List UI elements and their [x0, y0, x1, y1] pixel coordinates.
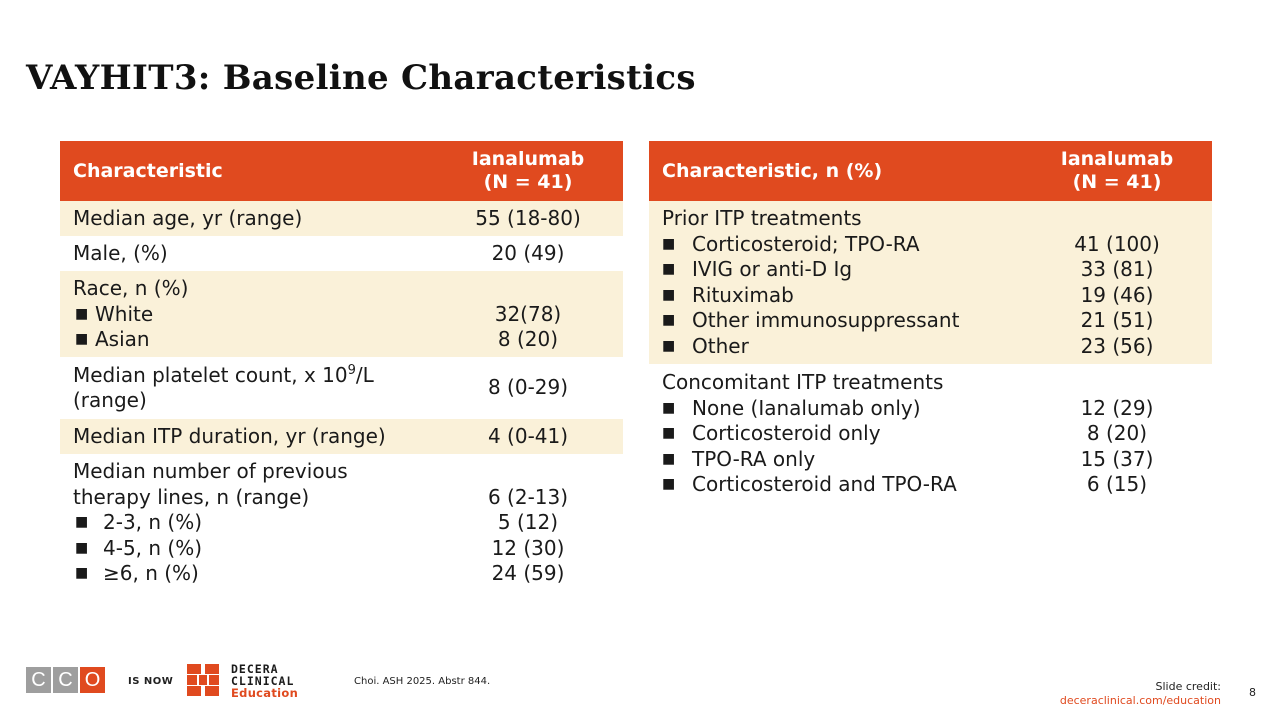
race-asian-value: 8 (20): [497, 327, 559, 351]
race-values: [433, 276, 623, 357]
sub-value: 24 (59): [491, 561, 565, 585]
item-value: 21 (51): [1080, 308, 1154, 332]
bullet-icon: ■: [662, 312, 676, 328]
race-white: [73, 302, 433, 328]
header-drug-name: Ianalumab: [1060, 148, 1174, 170]
credit-link[interactable]: deceraclinical.com/education: [1059, 694, 1221, 707]
item-value: 19 (46): [1080, 282, 1154, 307]
header-characteristic: Characteristic, n (%): [662, 160, 883, 182]
cco-logo: [26, 667, 107, 693]
citation: Choi. ASH 2025. Abstr 844.: [354, 676, 491, 687]
list-item: [662, 447, 1022, 473]
row-label: Median age, yr (range): [73, 205, 303, 230]
credit-label: Slide credit:: [1155, 680, 1221, 693]
table-row-male: [60, 236, 623, 271]
item-value: 8 (20): [1086, 421, 1148, 445]
table-row-therapy-lines: [60, 454, 623, 587]
baseline-table-left: [60, 141, 623, 587]
table-row-age: [60, 201, 623, 236]
table-row-platelet: [60, 357, 623, 419]
item-label: IVIG or anti-D Ig: [692, 257, 853, 281]
table-header: [649, 141, 1212, 201]
item-value: 6 (15): [1086, 472, 1148, 496]
therapy-labels: [60, 459, 433, 587]
therapy-label-line1: Median number of previous: [73, 459, 348, 483]
item-value: 12 (29): [1080, 395, 1154, 420]
concomitant-values: [1022, 370, 1212, 498]
list-item: [662, 334, 1022, 360]
race-asian: [73, 327, 433, 353]
item-value: 15 (37): [1080, 446, 1154, 471]
decera-logo-icon: [187, 664, 219, 696]
list-item: [662, 308, 1022, 334]
race-asian-label: Asian: [95, 327, 150, 351]
race-labels: [60, 276, 433, 357]
slide-title: VAYHIT3: Baseline Characteristics: [26, 58, 696, 98]
list-item: [662, 396, 1022, 422]
platelet-label: Median platelet count, x 10: [73, 362, 348, 387]
sub-value: 12 (30): [491, 535, 565, 560]
item-label: Other: [692, 333, 749, 358]
prior-heading: Prior ITP treatments: [662, 206, 862, 230]
table-header: [60, 141, 623, 201]
table-row-concomitant-itp: [649, 364, 1212, 498]
item-label: Corticosteroid; TPO-RA: [692, 231, 920, 256]
bullet-icon: ■: [662, 450, 676, 467]
wordmark-line3: Education: [231, 686, 299, 700]
item-value: 23 (56): [1080, 333, 1154, 358]
bullet-icon: ■: [662, 235, 676, 252]
list-item: [662, 472, 1022, 498]
header-n: (N = 41): [1072, 171, 1162, 193]
row-label: Male, (%): [73, 240, 168, 265]
prior-labels: [649, 206, 1022, 364]
row-value: 20 (49): [491, 240, 565, 265]
bullet-icon: ■: [662, 337, 676, 354]
item-label: TPO-RA only: [692, 446, 816, 471]
table-row-prior-itp: [649, 201, 1212, 364]
therapy-label-line2: therapy lines, n (range): [73, 484, 310, 509]
item-label: Corticosteroid only: [692, 421, 881, 445]
sub-label: 2-3, n (%): [103, 510, 203, 534]
header-characteristic: Characteristic: [73, 160, 223, 182]
row-label: Race, n (%): [73, 276, 189, 300]
sub-label: ≥6, n (%): [103, 561, 199, 585]
bullet-icon: ■: [75, 539, 89, 556]
is-now-label: IS NOW: [128, 676, 174, 687]
bullet-icon: ■: [662, 399, 676, 416]
race-white-value: 32(78): [494, 301, 562, 326]
table-row-race: [60, 271, 623, 357]
platelet-exponent: 9: [347, 362, 356, 378]
list-item: [662, 232, 1022, 258]
concomitant-labels: [649, 370, 1022, 498]
item-label: Other immunosuppressant: [692, 308, 960, 332]
bullet-icon: ■: [75, 331, 89, 347]
row-label: Median ITP duration, yr (range): [73, 423, 386, 448]
bullet-icon: ■: [662, 425, 676, 441]
row-value: 8 (0-29): [487, 375, 569, 400]
sub-value: 5 (12): [497, 510, 559, 534]
cco-letter: C: [53, 667, 78, 693]
therapy-values: [433, 459, 623, 587]
therapy-value: 6 (2-13): [487, 484, 569, 509]
bullet-icon: ■: [75, 305, 89, 322]
bullet-icon: ■: [662, 261, 676, 277]
header-n: (N = 41): [483, 171, 573, 193]
table-row-itp-duration: [60, 419, 623, 454]
row-value: 4 (0-41): [487, 423, 569, 448]
row-value: 55 (18-80): [475, 205, 581, 230]
cco-letter: O: [80, 667, 105, 693]
list-item: [662, 257, 1022, 283]
sub-label: 4-5, n (%): [103, 535, 203, 560]
item-label: Rituximab: [692, 282, 794, 307]
platelet-unit: /L: [355, 362, 374, 387]
race-white-label: White: [95, 301, 154, 326]
bullet-icon: ■: [662, 286, 676, 303]
list-item: [73, 510, 433, 536]
list-item: [662, 421, 1022, 447]
header-drug-name: Ianalumab: [471, 148, 585, 170]
baseline-table-right: [649, 141, 1212, 498]
prior-values: [1022, 206, 1212, 364]
header-ianalumab: [433, 148, 623, 194]
list-item: [73, 561, 433, 587]
wordmark-line1: DECERA: [231, 662, 279, 676]
list-item: [73, 536, 433, 562]
bullet-icon: ■: [75, 514, 89, 530]
list-item: [662, 283, 1022, 309]
platelet-label-range: (range): [73, 388, 147, 412]
decera-wordmark: [231, 663, 298, 699]
wordmark-line2: CLINICAL: [231, 674, 295, 688]
cco-letter: C: [26, 667, 51, 693]
slide-credit: [1060, 680, 1221, 708]
bullet-icon: ■: [662, 476, 676, 492]
concomitant-heading: Concomitant ITP treatments: [662, 370, 944, 394]
item-label: Corticosteroid and TPO-RA: [692, 472, 957, 496]
item-value: 41 (100): [1074, 231, 1160, 256]
bullet-icon: ■: [75, 565, 89, 581]
page-number: 8: [1249, 686, 1256, 699]
row-label: [60, 363, 433, 414]
item-label: None (Ianalumab only): [692, 395, 921, 420]
header-ianalumab: [1022, 148, 1212, 194]
item-value: 33 (81): [1080, 257, 1154, 281]
